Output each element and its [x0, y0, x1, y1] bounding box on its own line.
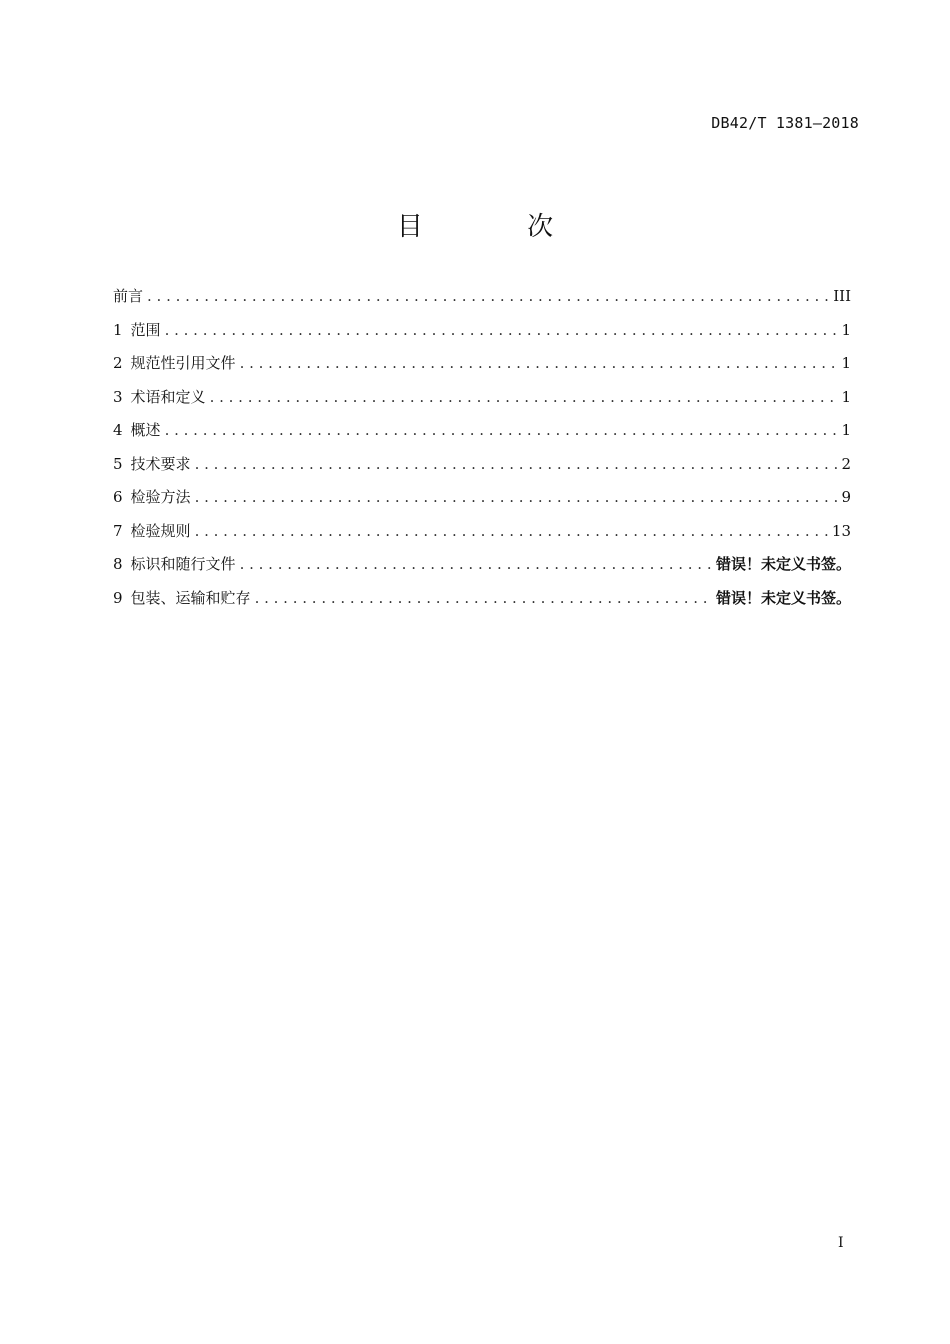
toc-entry-preface[interactable] — [113, 283, 851, 317]
toc-dot-leader — [195, 484, 838, 510]
toc-entry-page: 1 — [841, 387, 851, 406]
toc-entry-label: 7 检验规则 — [113, 521, 191, 540]
toc-entry-label: 1 范围 — [113, 320, 161, 339]
toc-entry-page-error: 错误！未定义书签。 — [715, 555, 851, 573]
toc-entry-normative-references[interactable] — [113, 350, 851, 384]
toc-entry-page: 9 — [841, 488, 851, 506]
toc-entry-packaging-transport-storage[interactable] — [113, 585, 851, 619]
toc-entry-page: 1 — [841, 320, 851, 339]
table-of-contents — [113, 283, 851, 618]
toc-entry-terms-definitions[interactable] — [113, 384, 851, 418]
toc-entry-page: 2 — [841, 454, 851, 473]
toc-dot-leader — [240, 551, 712, 577]
toc-entry-overview[interactable] — [113, 417, 851, 451]
toc-entry-label: 8 标识和随行文件 — [113, 555, 236, 573]
toc-dot-leader — [255, 585, 712, 611]
toc-entry-label: 前言 — [113, 287, 144, 305]
toc-dot-leader — [210, 384, 838, 410]
toc-entry-marking-documents[interactable] — [113, 551, 851, 585]
toc-entry-scope[interactable] — [113, 317, 851, 351]
toc-entry-label: 4 概述 — [113, 421, 161, 439]
toc-dot-leader — [147, 283, 829, 309]
page-number: I — [838, 1235, 844, 1251]
toc-dot-leader — [165, 417, 838, 443]
toc-entry-page: III — [833, 287, 851, 305]
toc-title: 目 次 — [396, 212, 602, 242]
toc-entry-label: 5 技术要求 — [113, 454, 191, 473]
toc-entry-page: 13 — [831, 521, 851, 540]
toc-entry-technical-requirements[interactable] — [113, 451, 851, 485]
toc-dot-leader — [195, 451, 838, 477]
toc-entry-inspection-rules[interactable] — [113, 518, 851, 552]
toc-entry-page: 1 — [841, 354, 851, 372]
document-code: DB42/T 1381—2018 — [711, 114, 859, 132]
toc-entry-test-methods[interactable] — [113, 484, 851, 518]
toc-entry-label: 2 规范性引用文件 — [113, 354, 236, 372]
toc-entry-label: 6 检验方法 — [113, 488, 191, 506]
toc-dot-leader — [165, 317, 838, 343]
toc-dot-leader — [195, 518, 828, 544]
toc-entry-label: 9 包装、运输和贮存 — [113, 588, 251, 607]
toc-dot-leader — [240, 350, 838, 376]
toc-entry-page-error: 错误！未定义书签。 — [715, 588, 851, 607]
toc-entry-page: 1 — [841, 421, 851, 439]
toc-entry-label: 3 术语和定义 — [113, 387, 206, 406]
